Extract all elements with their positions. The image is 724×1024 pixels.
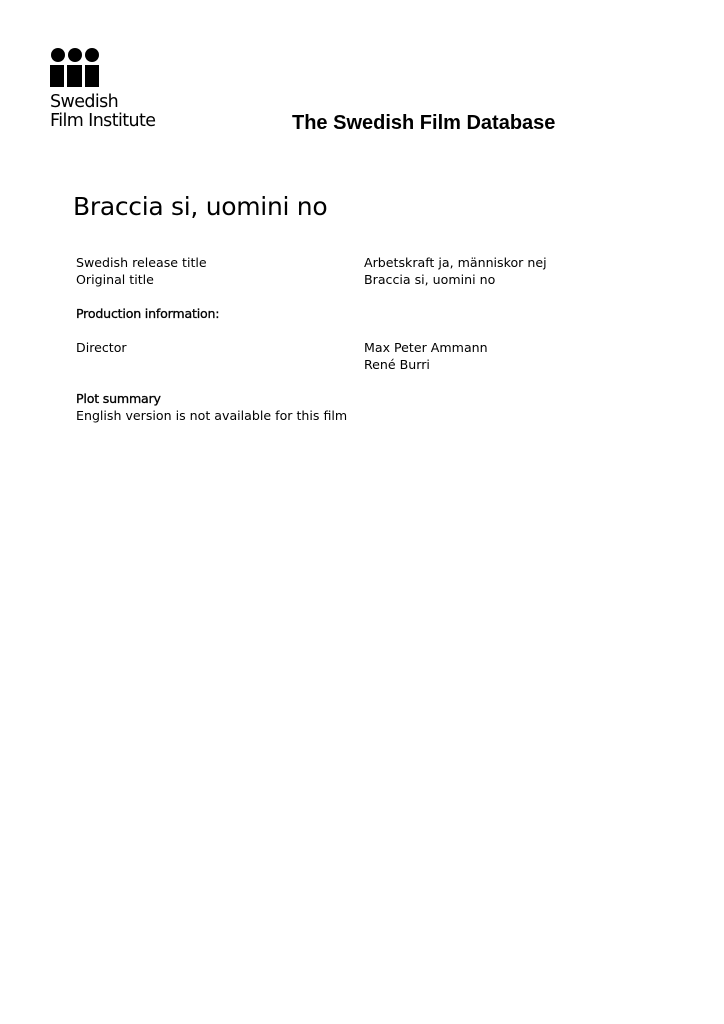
film-institute-logo-icon: [50, 48, 100, 88]
director-value-2: René Burri: [364, 357, 430, 372]
logo-line-2: Film Institute: [50, 111, 156, 131]
swedish-release-title-label: Swedish release title: [76, 255, 207, 270]
film-title: Braccia si, uomini no: [73, 192, 328, 221]
original-title-row: [76, 271, 636, 288]
director-row-2: [76, 356, 636, 373]
director-value-1: Max Peter Ammann: [364, 340, 488, 355]
logo-wordmark: [50, 93, 190, 131]
plot-summary-heading: Plot summary: [76, 391, 161, 406]
director-label: Director: [76, 340, 127, 355]
swedish-release-title-value: Arbetskraft ja, människor nej: [364, 255, 547, 270]
production-information-heading: Production information:: [76, 306, 220, 321]
plot-summary-text: English version is not available for this film: [76, 408, 348, 423]
logo-line-1: Swedish: [50, 92, 119, 112]
original-title-label: Original title: [76, 272, 154, 287]
database-title: The Swedish Film Database: [292, 112, 556, 134]
swedish-release-title-row: [76, 254, 636, 271]
director-row: [76, 339, 636, 356]
original-title-value: Braccia si, uomini no: [364, 272, 496, 287]
swedish-film-institute-logo: [50, 48, 190, 131]
